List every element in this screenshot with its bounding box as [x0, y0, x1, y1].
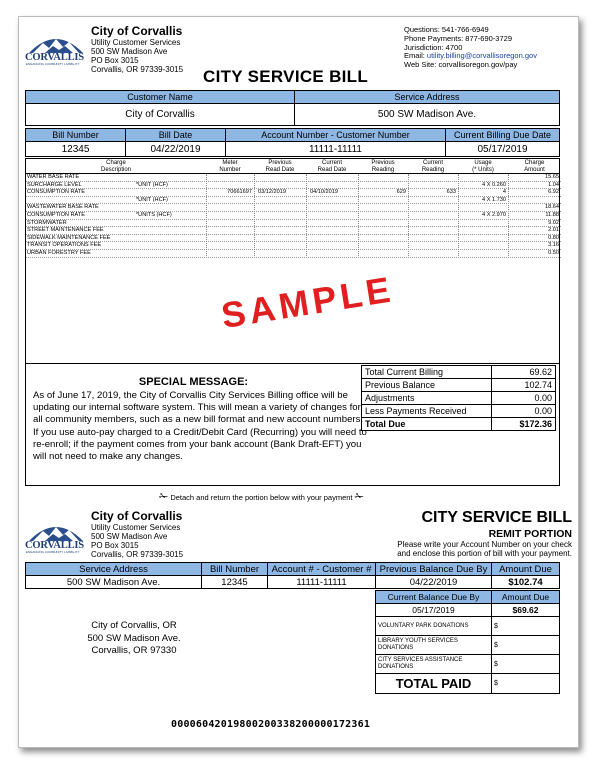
- col-current-reading: Current Reading: [421, 160, 445, 173]
- detach-instruction: Detach and return the portion below with your payment: [170, 493, 353, 502]
- remit-prev-due-date: 04/22/2019: [376, 576, 492, 589]
- charge-row: [26, 197, 561, 205]
- summary-row: [362, 366, 556, 379]
- donation-row: [376, 636, 560, 655]
- total-paid-label: TOTAL PAID: [376, 674, 492, 694]
- remit-payment-table: [375, 590, 560, 694]
- charge-row: [26, 212, 561, 220]
- charge-amount: 3.16: [548, 242, 559, 249]
- contact-website[interactable]: Web Site: corvallisoregon.gov/pay: [404, 60, 518, 70]
- charge-unit: *UNITS (HCF): [136, 212, 172, 218]
- col-current-read-date: Current Read Date: [317, 160, 347, 173]
- remit-curr-due-header: Current Balance Due By: [376, 591, 492, 604]
- service-address-header: Service Address: [295, 91, 560, 104]
- remit-amount-due-header-2: Amount Due: [492, 591, 560, 604]
- charge-meter: 70661697: [227, 189, 252, 196]
- charge-amount: 6.92: [548, 189, 559, 196]
- charge-row: [26, 242, 561, 250]
- summary-value: 0.00: [492, 405, 556, 418]
- sample-watermark: SAMPLE: [218, 268, 397, 337]
- mail-to-line-3: Corvallis, OR 97330: [91, 645, 177, 656]
- charge-row: [26, 227, 561, 235]
- dept-name: Utility Customer Services: [91, 38, 181, 47]
- charge-desc: SURCHARGE LEVEL: [27, 181, 82, 188]
- address-line-2: PO Box 3015: [91, 56, 139, 65]
- donation-label: CITY SERVICES ASSISTANCE DONATIONS: [376, 655, 492, 674]
- charge-desc: STORMWATER: [27, 219, 67, 226]
- summary-label: Adjustments: [362, 392, 492, 405]
- col-previous-reading: Previous Reading: [371, 160, 395, 173]
- col-meter-number: Meter Number: [219, 160, 241, 173]
- summary-value: $172.36: [492, 418, 556, 431]
- charge-prev-read: 629: [396, 189, 406, 196]
- remit-subtitle: REMIT PORTION: [488, 528, 572, 540]
- charge-desc: CONSUMPTION RATE: [27, 212, 86, 218]
- charge-usage: 4: [502, 189, 506, 196]
- logo-wordmark: CORVALLIS: [25, 52, 84, 63]
- remit-bill-number: 12345: [202, 576, 268, 589]
- charge-amount: 0.50: [548, 250, 559, 256]
- charge-desc: SIDEWALK MAINTENANCE FEE: [27, 234, 111, 241]
- customer-name: City of Corvallis: [26, 104, 295, 126]
- donation-row: [376, 617, 560, 636]
- scissors-icon-left: ✁: [159, 491, 169, 503]
- remit-dept: Utility Customer Services: [91, 523, 181, 532]
- col-charge-amount: Charge Amount: [524, 160, 545, 173]
- customer-name-header: Customer Name: [26, 91, 295, 104]
- charge-row: [26, 204, 561, 212]
- charge-row: [26, 189, 561, 197]
- remit-logo-wordmark: CORVALLIS: [25, 540, 84, 551]
- charge-amount: 2.01: [548, 227, 559, 234]
- charge-unit: *UNIT (HCF): [136, 196, 168, 203]
- col-usage: Usage (* Units): [472, 160, 494, 173]
- due-date: 05/17/2019: [446, 142, 560, 157]
- remit-city-name: City of Corvallis: [91, 509, 183, 523]
- mail-to-line-2: 500 SW Madison Ave.: [87, 632, 181, 644]
- col-previous-read-date: Previous Read Date: [265, 160, 295, 173]
- summary-label: Less Payments Received: [362, 405, 492, 418]
- charge-desc: TRANSIT OPERATIONS FEE: [27, 242, 102, 249]
- summary-value: 69.62: [492, 366, 556, 379]
- charge-prev-date: 03/12/2019: [258, 189, 286, 196]
- bill-info-table: [25, 128, 560, 157]
- total-paid-field[interactable]: $: [492, 674, 560, 694]
- donation-amount-field[interactable]: $: [492, 655, 560, 674]
- bill-number: 12345: [26, 142, 126, 157]
- logo-tagline: ENHANCING COMMUNITY LIVABILITY: [26, 62, 80, 66]
- scissors-icon-right: ✁: [354, 491, 364, 503]
- remit-title: CITY SERVICE BILL: [421, 509, 572, 526]
- remit-prev-due-header: Previous Balance Due By: [376, 563, 492, 576]
- bill-page: [18, 16, 579, 748]
- mail-to-address: [59, 620, 209, 658]
- charge-amount: 15.65: [545, 174, 559, 180]
- remit-service-address-header: Service Address: [26, 563, 202, 576]
- charge-row: [26, 182, 561, 190]
- charge-row: [26, 250, 561, 258]
- charge-usage: 4 X 2.970: [482, 212, 506, 218]
- charge-amount: 9.02: [548, 219, 559, 226]
- bill-number-header: Bill Number: [26, 129, 126, 142]
- account-number-header: Account Number - Customer Number: [226, 129, 446, 142]
- charge-amount: 18.64: [545, 204, 559, 211]
- summary-row: [362, 418, 556, 431]
- remit-service-address: 500 SW Madison Ave.: [26, 576, 202, 589]
- charges-header: [25, 158, 560, 174]
- charge-curr-read: 633: [446, 189, 456, 196]
- address-line-1: 500 SW Madison Ave: [91, 47, 168, 56]
- charge-usage: 4 X 1.730: [482, 196, 506, 203]
- contact-info: [404, 26, 537, 70]
- remit-bill-number-header: Bill Number: [202, 563, 268, 576]
- remit-address-2: PO Box 3015: [91, 541, 139, 550]
- charge-row: [26, 235, 561, 243]
- due-date-header: Current Billing Due Date: [446, 129, 560, 142]
- remit-logo-tagline: ENHANCING COMMUNITY LIVABILITY: [26, 550, 80, 554]
- charge-desc: WATER BASE RATE: [27, 174, 80, 180]
- remit-account: 11111-11111: [268, 576, 376, 589]
- summary-label: Total Current Billing: [362, 366, 492, 379]
- summary-label: Previous Balance: [362, 379, 492, 392]
- city-name: City of Corvallis: [91, 24, 183, 38]
- scanline-code: 000060420198002003382000001723​61: [171, 719, 371, 730]
- charges-body: [25, 174, 560, 381]
- contact-email-link[interactable]: utility.billing@corvallisoregon.gov: [426, 51, 537, 61]
- remit-title-block: [397, 509, 572, 558]
- charge-row: [26, 220, 561, 228]
- bill-date-header: Bill Date: [126, 129, 226, 142]
- charge-desc: URBAN FORESTRY FEE: [27, 250, 91, 256]
- remit-address-3: Corvallis, OR 97339-3015: [91, 550, 184, 559]
- remit-address-1: 500 SW Madison Ave: [91, 532, 168, 541]
- summary-row: [362, 392, 556, 405]
- charge-desc: WASTEWATER BASE RATE: [27, 204, 99, 211]
- customer-table: [25, 90, 560, 126]
- remit-city-logo: [25, 517, 87, 555]
- donation-label: LIBRARY YOUTH SERVICES DONATIONS: [376, 636, 492, 655]
- bill-title: CITY SERVICE BILL: [203, 67, 369, 86]
- bill-date: 04/22/2019: [126, 142, 226, 157]
- sender-address: [91, 25, 183, 74]
- remit-sender-address: [91, 510, 183, 559]
- contact-email-label: Email:: [404, 51, 427, 61]
- remit-curr-amount: $69.62: [492, 604, 560, 617]
- charge-desc: CONSUMPTION RATE: [27, 189, 86, 196]
- charge-unit: *UNIT (HCF): [136, 181, 168, 188]
- summary-value: 0.00: [492, 392, 556, 405]
- remit-instruction-1: Please write your Account Number on your check: [397, 540, 572, 549]
- address-line-3: Corvallis, OR 97339-3015: [91, 65, 184, 74]
- charge-row: [26, 174, 561, 182]
- remit-instruction-2: and enclose this portion of bill with your payment.: [397, 549, 572, 558]
- charge-amount: 11.88: [545, 212, 559, 218]
- donation-amount-field[interactable]: $: [492, 617, 560, 636]
- contact-questions: Questions: 541-766-6949: [404, 25, 489, 34]
- remit-amount-due-header: Amount Due: [492, 563, 560, 576]
- col-charge-description: Charge Description: [100, 160, 131, 173]
- donation-amount-field[interactable]: $: [492, 636, 560, 655]
- summary-table: [361, 365, 556, 431]
- detach-line: [159, 490, 364, 503]
- charge-desc: STREET MAINTENANCE FEE: [27, 227, 104, 234]
- summary-value: 102.74: [492, 379, 556, 392]
- summary-label: Total Due: [362, 418, 492, 431]
- donation-row: [376, 655, 560, 674]
- remit-table: [25, 562, 560, 589]
- mail-to-line-1: City of Corvallis, OR: [91, 620, 177, 631]
- remit-account-header: Account # - Customer #: [268, 563, 376, 576]
- charge-amount: 1.04: [548, 181, 559, 188]
- contact-jurisdiction: Jurisdiction: 4700: [404, 42, 463, 52]
- charge-curr-date: 04/10/2019: [310, 189, 338, 196]
- charge-usage: 4 X 0.260: [482, 181, 506, 188]
- summary-row: [362, 379, 556, 392]
- charge-amount: 0.80: [548, 234, 559, 241]
- donation-label: VOLUNTARY PARK DONATIONS: [376, 617, 492, 636]
- special-message-body: As of June 17, 2019, the City of Corvallis City Services Billing office will be updating our internal software system. This will mean a variety of changes for all community members, such as a new bill format and new account numbers. If you use auto-pay charged to a Credit/Debit Card (Recurring) you will need to re-enroll; if the payment comes from your bank account (Bank Draft-EFT) you will not need to make any changes.: [33, 390, 367, 463]
- service-address: 500 SW Madison Ave.: [295, 104, 560, 126]
- summary-row: [362, 405, 556, 418]
- special-message-title: SPECIAL MESSAGE:: [138, 376, 249, 388]
- contact-phone-payments: Phone Payments: 877-690-3729: [404, 33, 512, 43]
- account-number: 11111-11111: [226, 142, 446, 157]
- remit-prev-amount: $102.74: [492, 576, 560, 589]
- remit-curr-due-date: 05/17/2019: [376, 604, 492, 617]
- city-logo: [25, 29, 87, 67]
